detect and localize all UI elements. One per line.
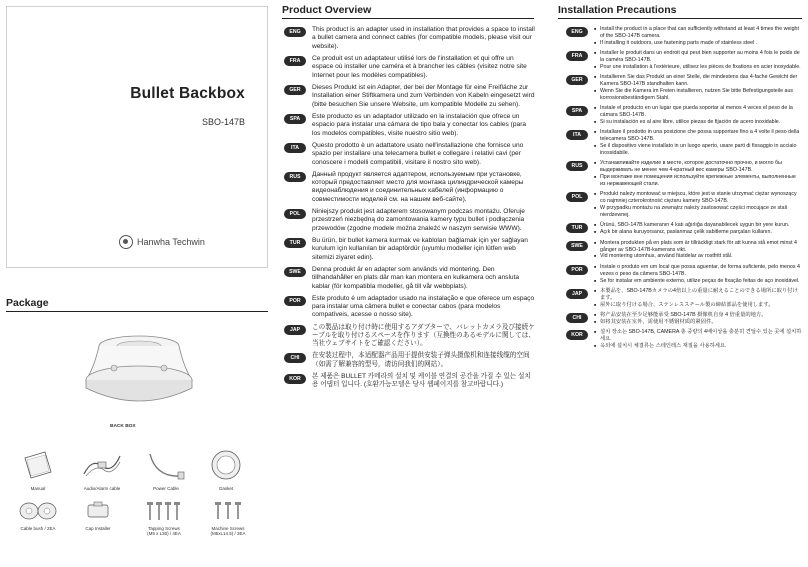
- precaution-line: ■ При монтаже вне помещения используйте крепежные элементы, выполненные из нержавеющей стали.: [594, 174, 802, 188]
- overview-text: Este producto es un adaptador utilizado en la instalación que ofrece un espacio para instalar una cámara de tipo bala y conectar los cables (para los modelos compatibles, visite nuestro sitio web).: [312, 112, 527, 137]
- package-item-label: Cap Installer: [85, 526, 111, 531]
- overview-text: 在安装过程中，本适配器产品用于提供安装子弹头摄像机和连接线缆的空间（如需了解兼容的型号，请访问我们的网站）。: [312, 352, 530, 368]
- overview-text: Данный продукт является адаптером, используемым при установке, который предоставляет место для монтажа цилиндрической камеры видеонаблюдения и соединительных кабелей (информацию о совместимости моделей см. на нашем веб-сайте).: [312, 170, 524, 203]
- overview-entry-por: [284, 295, 536, 320]
- language-badge: POR: [566, 265, 588, 275]
- precaution-line: ■ Produkt należy montować w miejscu, które jest w stanie utrzymać ciężar wynoszący co najmniej czterokrotność ciężaru kamery SBO-147B.: [594, 191, 802, 205]
- precaution-entry-tur: [566, 222, 802, 236]
- precaution-entry-ita: [566, 129, 802, 157]
- package-item-cap-installer: [76, 500, 120, 531]
- overview-entry-ger: [284, 84, 536, 109]
- overview-text: Dieses Produkt ist ein Adapter, der bei der Montage für eine Freifläche zur Installation einer Stiftkamera und zum Verbinden von Kabeln eingesetzt wird (bitte besuchen Sie unsere Website, um kompatible Modelle zu sehen).: [312, 83, 535, 108]
- precaution-line: ■ Installer le produit dans un endroit qui peut bien supporter au moins 4 fois le poids de la caméra SBO-147B.: [594, 50, 802, 64]
- overview-entry-spa: [284, 113, 536, 138]
- language-badge: POR: [284, 296, 306, 306]
- package-item-manual: [16, 448, 60, 491]
- cable-bush-icon: [18, 500, 58, 522]
- package-item-sublabel: (M5 x L30) / 4EA: [147, 531, 181, 537]
- precaution-entry-fra: [566, 50, 802, 71]
- overview-entry-ita: [284, 142, 536, 167]
- language-badge: CHI: [284, 353, 306, 363]
- language-badge: RUS: [566, 161, 588, 171]
- precaution-line: ■ Pour une installation à l'extérieure, utilisez les pièces de fixations en acier inoxydable.: [594, 64, 802, 71]
- language-badge: JAP: [566, 289, 588, 299]
- overview-entry-swe: [284, 266, 536, 291]
- package-item-label: Gasket: [218, 486, 234, 491]
- package-item-power-cable: [142, 448, 190, 491]
- package-item-label: Manual: [30, 486, 46, 491]
- cable-icon: [80, 448, 124, 482]
- screw-icon: [211, 500, 245, 522]
- overview-text: 본 제품은 BULLET 카메라의 설치 및 케이블 연결의 공간을 가질 수 있는 설치용 어댑터 입니다. (호환가능모델은 당사 웹페이지를 참고바랍니다.): [312, 372, 531, 389]
- package-item-sublabel: (M5xL14.5) / 3EA: [210, 531, 246, 537]
- language-badge: KOR: [566, 330, 588, 340]
- package-item-label: Tapping Screws: [148, 526, 180, 531]
- package-heading: Package: [6, 297, 268, 312]
- language-badge: ITA: [284, 143, 306, 153]
- brand-name: Hanwha Techwin: [137, 237, 205, 247]
- overview-text: Denna produkt är en adapter som används vid montering. Den tillhandahåller en plats där man kan montera en kulkamera och ansluta kablar (för kompatibla modeller, gå till vår webbplats).: [312, 265, 520, 290]
- precautions-heading: Installation Precautions: [558, 4, 802, 19]
- language-badge: TUR: [284, 238, 306, 248]
- package-item-machine-screws: [200, 500, 256, 537]
- language-badge: FRA: [284, 56, 306, 66]
- precautions-list: [566, 26, 802, 353]
- precaution-entry-por: [566, 264, 802, 285]
- precaution-line: ■ Installieren Sie das Produkt an einer Stelle, die mindestens das 4-fache Gewicht der Kamera SBO-147B standhalten kann.: [594, 74, 802, 88]
- precaution-line: ■ Устанавливайте изделие в месте, которое достаточно прочно, и могло бы выдерживать не менее чем 4-кратный вес камеры SBO-147B.: [594, 160, 802, 174]
- language-badge: POL: [284, 209, 306, 219]
- backbox-illustration: [76, 328, 202, 414]
- precaution-line: ■ Açık bir alana kuruyorsanız, paslanmaz çelik sabitleme parçaları kullanın.: [594, 229, 789, 236]
- precaution-line: ■ 屋外に取り付ける場合、ステンレススチール製の締結部品を使用します。: [594, 302, 802, 309]
- language-badge: SWE: [566, 241, 588, 251]
- gasket-icon: [209, 448, 243, 482]
- package-item-label: Audio/Alarm cable: [83, 486, 121, 491]
- precaution-line: ■ Se il dispositivo viene installato in un luogo aperto, usare parti di fissaggio in acciaio inossidabile.: [594, 143, 802, 157]
- overview-text: Questo prodotto è un adattatore usato nell'installazione che fornisce uno spazio per installare una telecamera bullet e collegare i relativi cavi (per conoscere i modelli compatibili, visitare il nostro sito web).: [312, 141, 524, 166]
- overview-entry-fra: [284, 55, 536, 80]
- precaution-entry-jap: [566, 288, 802, 309]
- language-badge: RUS: [284, 172, 306, 182]
- brand-logo-icon: [119, 235, 133, 249]
- overview-text: This product is an adapter used in installation that provides a space to install a bullet camera and connect cables (for compatible models, please visit our website).: [312, 26, 535, 50]
- precaution-entry-spa: [566, 105, 802, 126]
- screw-icon: [144, 500, 184, 522]
- precaution-line: ■ 本製品を、SBO-147Bカメラの4倍以上の重量に耐えることのできる場所に取り付けます。: [594, 288, 802, 302]
- precaution-entry-eng: [566, 26, 802, 47]
- overview-entry-jap: [284, 324, 536, 349]
- package-item-gasket: [206, 448, 246, 491]
- power-cable-icon: [146, 448, 186, 482]
- overview-text: Niniejszy produkt jest adapterem stosowanym podczas montażu. Oferuje przestrzeń niezbędną do zamontowania kamery typu bullet i podłączenia przewodów (zgodne modele można znaleźć w naszym serwisie WWW).: [312, 207, 525, 232]
- package-item-cable-bush: [14, 500, 62, 531]
- backbox-label: BACK BOX: [110, 424, 136, 429]
- precaution-entry-kor: [566, 329, 802, 350]
- precaution-line: ■ 将产品安装在至少足够能承受 SBO-147B 摄像机自身 4 倍重量的地方。: [594, 312, 767, 319]
- package-item-audio-alarm-cable: [74, 448, 130, 491]
- brand-logo: [119, 235, 205, 249]
- overview-text: Ce produit est un adaptateur utilisé lors de l'installation et qui offre un espace où installer une caméra et à brancher les câbles (visitez notre site Internet pour les modèles compatibles).: [312, 54, 527, 79]
- overview-entry-rus: [284, 171, 536, 205]
- overview-entry-eng: [284, 26, 536, 51]
- overview-entry-tur: [284, 237, 536, 262]
- precaution-line: ■ Ürünü, SBO-147B kameranın 4 katı ağırlığa dayanabilecek uygun bir yere kurun.: [594, 222, 789, 229]
- overview-text: Bu ürün, bir bullet kamera kurmak ve kabloları bağlamak için yer sağlayan kurulum için kullanılan bir adaptördür (uyumlu modeller için lütfen web sitemizi ziyaret edin).: [312, 236, 528, 261]
- precaution-line: ■ 如将其安装在室外，需使用不锈钢材质的紧固件。: [594, 319, 767, 326]
- package-item-tapping-screws: [136, 500, 192, 537]
- precaution-entry-pol: [566, 191, 802, 219]
- precaution-line: ■ W przypadku montażu na zewnątrz należy zastosować części mocujące ze stali nierdzewnej.: [594, 205, 802, 219]
- language-badge: KOR: [284, 374, 306, 384]
- package-item-label: Cable bush / 2EA: [20, 526, 56, 531]
- language-badge: CHI: [566, 313, 588, 323]
- precaution-line: ■ If installing it outdoors, use fastening parts made of stainless steel .: [594, 40, 802, 47]
- cover-panel: [6, 6, 268, 268]
- precaution-line: ■ Installare il prodotto in una posizione che possa supportare fino a 4 volte il peso della telecamera SBO-147B.: [594, 129, 802, 143]
- overview-text: Este produto é um adaptador usado na instalação e que oferece um espaço para instalar uma câmera bullet e conectar cabos (para modelos compatíveis, acesse o nosso site).: [312, 294, 535, 319]
- language-badge: ENG: [284, 27, 306, 37]
- language-badge: GER: [566, 75, 588, 85]
- precaution-entry-ger: [566, 74, 802, 102]
- manual-icon: [21, 448, 55, 482]
- overview-heading: Product Overview: [282, 4, 534, 19]
- precaution-entry-swe: [566, 240, 802, 261]
- language-badge: FRA: [566, 51, 588, 61]
- language-badge: JAP: [284, 325, 306, 335]
- precaution-line: ■ Instale el producto en un lugar que pueda soportar al menos 4 veces el peso de la cámara SBO-147B.: [594, 105, 802, 119]
- precaution-line: ■ 설치 장소는 SBO-147B, CAMERA 총 중량의 4배이상을 충분히 견딜수 있는 곳에 설치하세요.: [594, 329, 802, 343]
- cover-title: Bullet Backbox: [130, 85, 245, 102]
- precaution-line: ■ Instale o produto em um local que possa aguentar, de forma suficiente, pelo menos 4 vezes o peso da câmera SBO-147B.: [594, 264, 802, 278]
- precaution-entry-chi: [566, 312, 802, 326]
- language-badge: TUR: [566, 223, 588, 233]
- precaution-entry-rus: [566, 160, 802, 188]
- overview-text: この製品は取り付け時に使用するアダプターで、バレットカメラ及び接続ケーブルを取り付けるスペースを作ります（互換性のあるモデルに関しては、当社ウェブサイトをご確認ください）。: [312, 323, 535, 348]
- language-badge: GER: [284, 85, 306, 95]
- language-badge: SWE: [284, 267, 306, 277]
- overview-entry-pol: [284, 208, 536, 233]
- precaution-line: ■ Si su instalación es al aire libre, utilice piezas de fijación de acero inoxidable.: [594, 119, 802, 126]
- precaution-line: ■ Se for instalar em ambiente externo, utilize peças de fixação feitas de aço inoxidável.: [594, 278, 802, 285]
- cover-model-number: SBO-147B: [201, 117, 245, 127]
- precaution-line: ■ Wenn Sie die Kamera im Freien installieren, nutzen Sie bitte Befestigungsteile aus korrosionsbeständigem Stahl.: [594, 88, 802, 102]
- language-badge: ITA: [566, 130, 588, 140]
- language-badge: SPA: [566, 106, 588, 116]
- package-item-label: Power Cable: [153, 486, 179, 491]
- precaution-line: ■ Vid montering utomhus, använd fästdelar av rostfritt stål.: [594, 253, 802, 260]
- precaution-line: ■ 옥외에 설치시 체결류는 스테인레스 재질을 사용하세요.: [594, 343, 802, 350]
- package-item-label: Machine Screws: [211, 526, 245, 531]
- precaution-line: ■ Montera produkten på en plats som är tillräckligt stark för att kunna stå emot minst 4 gånger av SBO-147B-kamerans vikt.: [594, 240, 802, 254]
- language-badge: SPA: [284, 114, 306, 124]
- language-badge: POL: [566, 192, 588, 202]
- overview-entry-chi: [284, 352, 536, 369]
- overview-entry-kor: [284, 373, 536, 390]
- precaution-line: ■ Install the product in a place that can sufficiently withstand at least 4 times the weight of the SBO-147B camera.: [594, 26, 802, 40]
- overview-list: [284, 26, 536, 393]
- language-badge: ENG: [566, 27, 588, 37]
- cap-installer-icon: [80, 500, 116, 522]
